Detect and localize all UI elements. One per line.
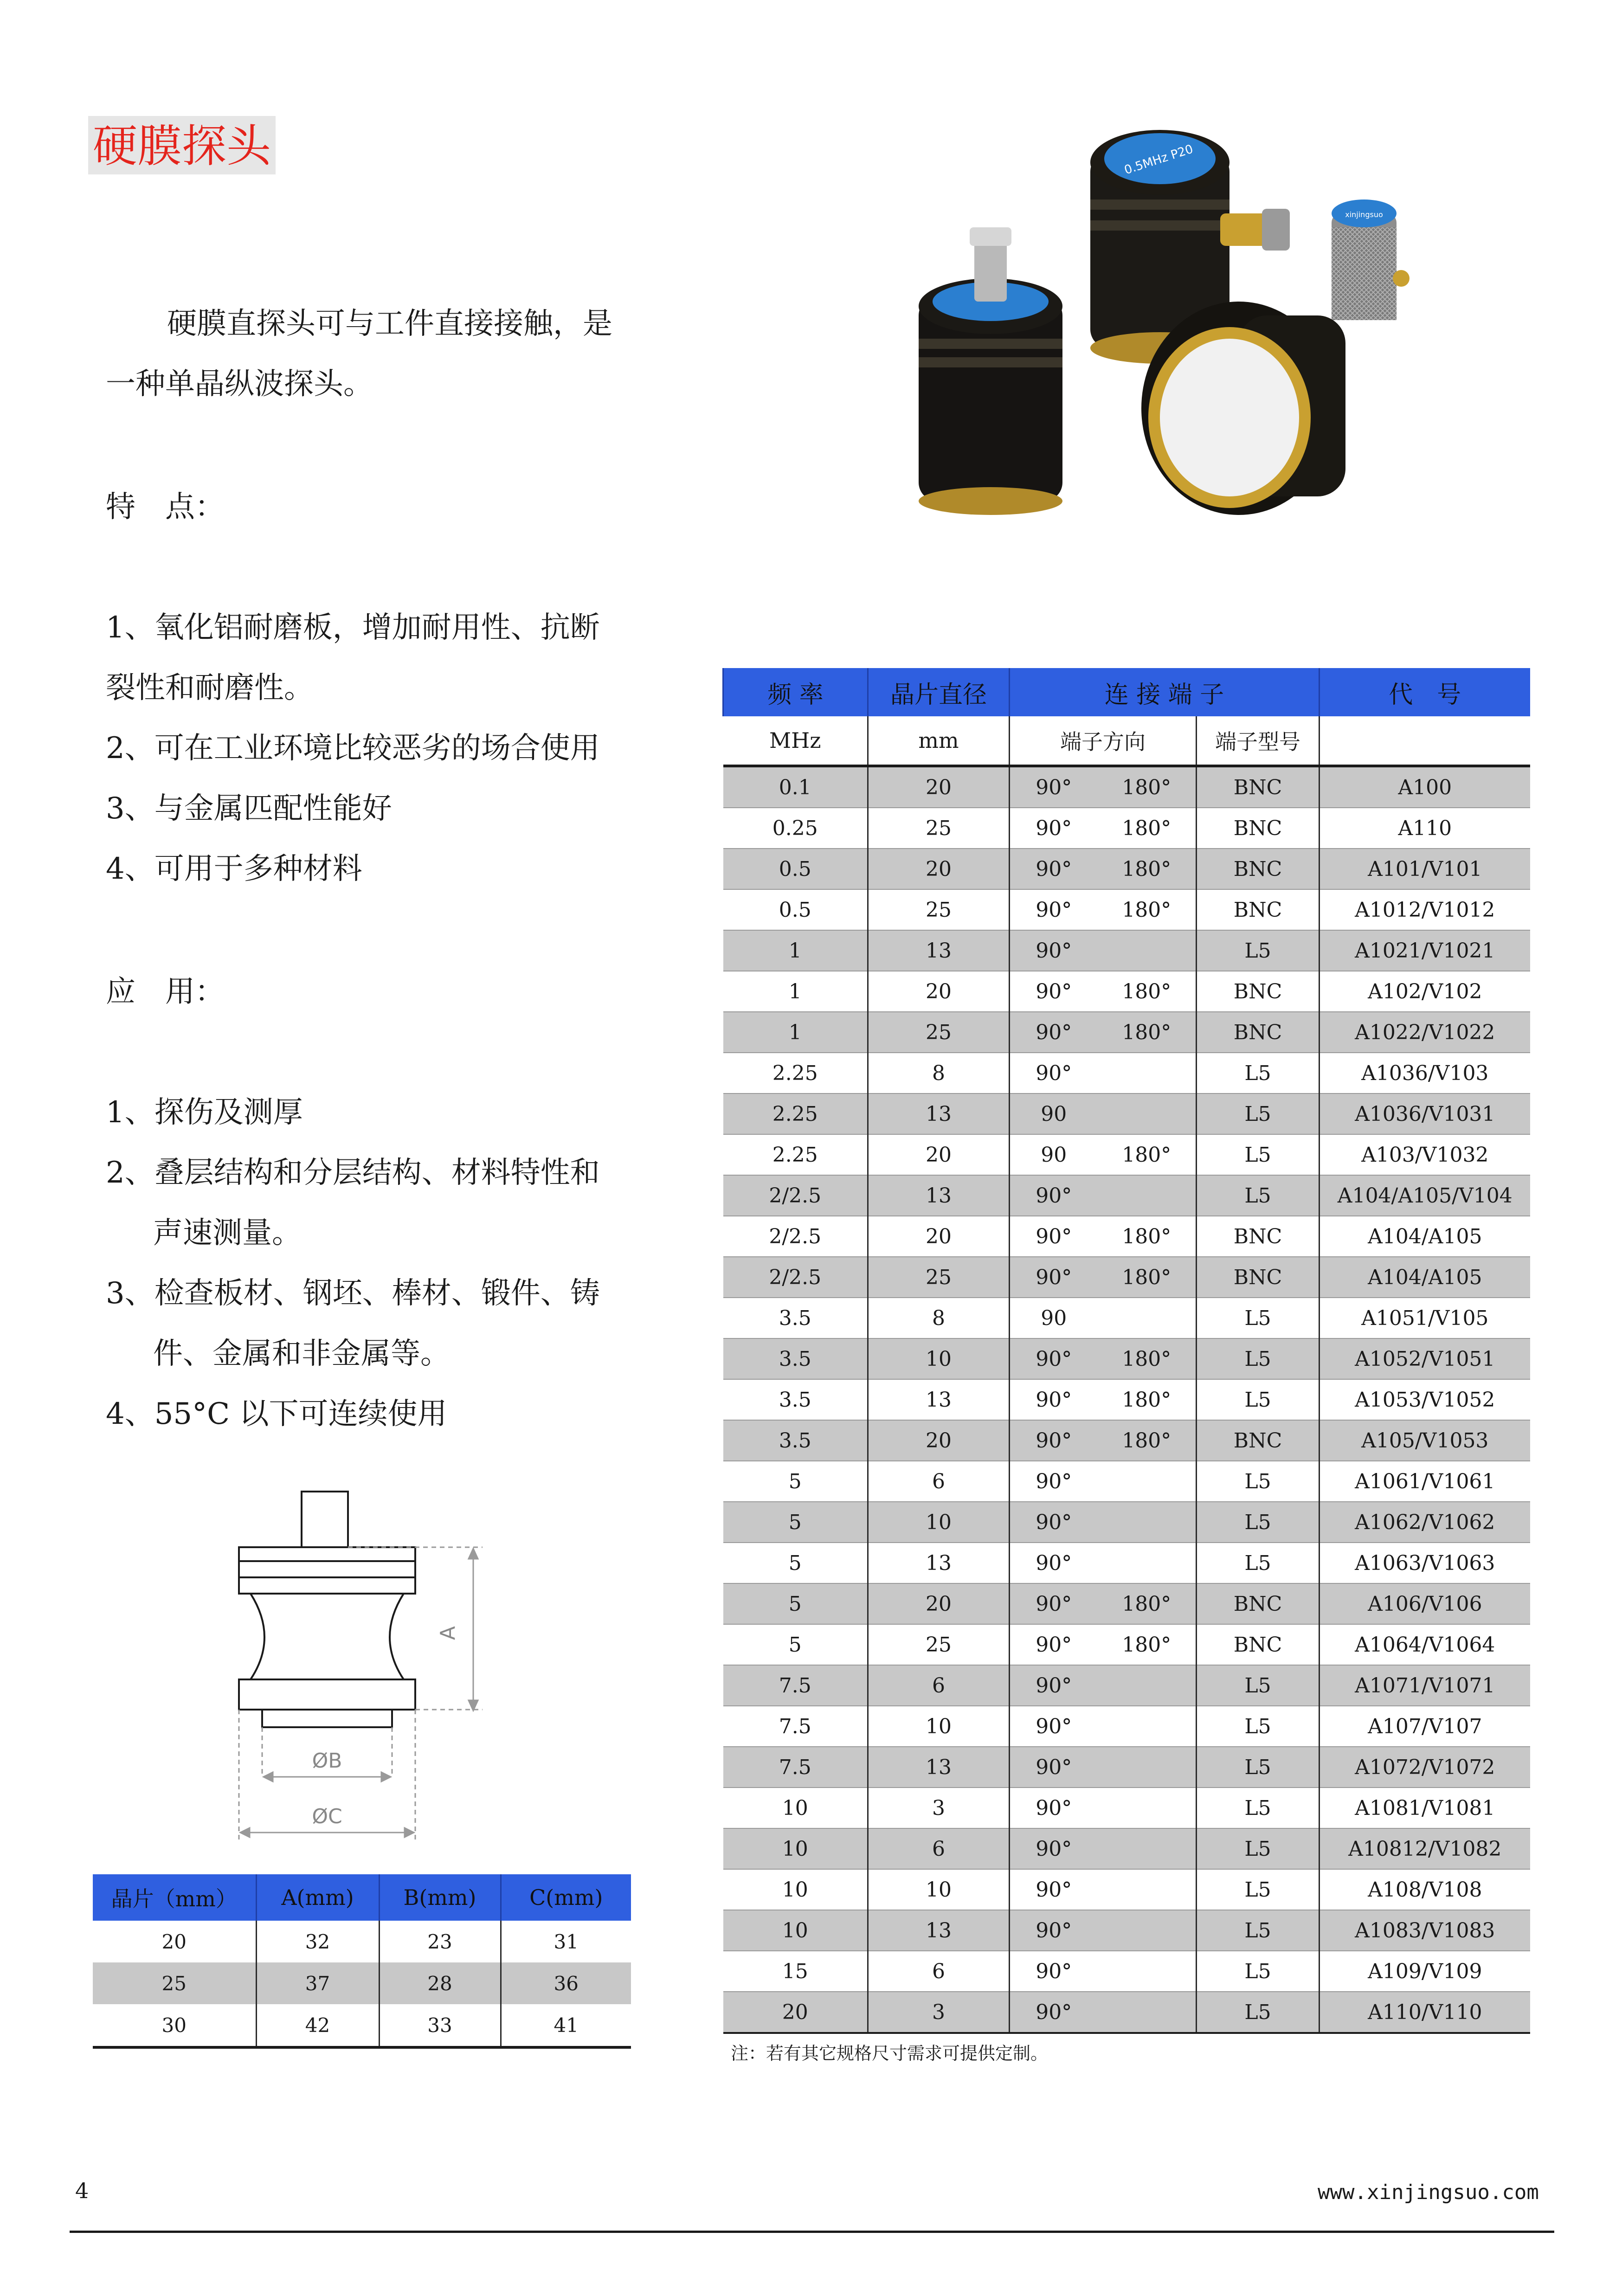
spec-cell-code: A104/A105/V104	[1319, 1175, 1530, 1216]
spec-cell-angle-90: 90	[1010, 1298, 1098, 1338]
page-title: 硬膜探头	[88, 116, 276, 174]
page-number: 4	[75, 2178, 89, 2203]
spec-cell-connector-type: L5	[1197, 1134, 1319, 1175]
spec-row	[723, 930, 1530, 971]
spec-cell-code: A105/V1053	[1319, 1420, 1530, 1461]
spec-table-body	[723, 766, 1530, 2033]
spec-cell-angle-180	[1098, 1828, 1197, 1869]
spec-row	[723, 1665, 1530, 1706]
application-item: 件、金属和非金属等。	[153, 1337, 450, 1371]
spec-row	[723, 1420, 1530, 1461]
spec-row	[723, 1543, 1530, 1583]
spec-cell-freq: 10	[723, 1828, 868, 1869]
spec-row	[723, 1338, 1530, 1379]
spec-row	[723, 1583, 1530, 1624]
spec-cell-connector-type: L5	[1197, 1175, 1319, 1216]
product-photo	[895, 121, 1443, 538]
spec-row	[723, 1951, 1530, 1992]
svg-text:xinjingsuo: xinjingsuo	[1345, 210, 1383, 219]
spec-cell-connector-type: L5	[1197, 1338, 1319, 1379]
feature-item: 裂性和耐磨性。	[106, 671, 314, 705]
spec-cell-connector-type: L5	[1197, 1379, 1319, 1420]
spec-cell-freq: 5	[723, 1624, 868, 1665]
spec-cell-angle-180	[1098, 1298, 1197, 1338]
spec-cell-angle-90: 90°	[1010, 1869, 1098, 1910]
application-item: 4、55°C 以下可连续使用	[106, 1397, 447, 1431]
spec-unit-code	[1319, 716, 1530, 766]
dims-cell: 37	[256, 1962, 379, 2004]
spec-cell-connector-type: L5	[1197, 1706, 1319, 1747]
spec-cell-angle-180	[1098, 1093, 1197, 1134]
spec-cell-angle-90: 90°	[1010, 1461, 1098, 1502]
spec-cell-diameter: 25	[868, 808, 1010, 849]
dims-row	[93, 1921, 631, 1962]
spec-cell-angle-180: 180°	[1098, 1379, 1197, 1420]
dimension-drawing	[223, 1480, 510, 1851]
spec-cell-angle-180	[1098, 1992, 1197, 2033]
spec-cell-angle-180	[1098, 1461, 1197, 1502]
spec-cell-connector-type: BNC	[1197, 1216, 1319, 1257]
spec-row	[723, 1502, 1530, 1543]
spec-cell-angle-180: 180°	[1098, 1012, 1197, 1053]
spec-cell-freq: 0.1	[723, 766, 868, 808]
spec-cell-code: A1063/V1063	[1319, 1543, 1530, 1583]
dims-table	[93, 1874, 631, 2049]
spec-cell-connector-type: L5	[1197, 1093, 1319, 1134]
application-item: 声速测量。	[153, 1216, 302, 1250]
spec-cell-freq: 1	[723, 930, 868, 971]
spec-cell-diameter: 20	[868, 849, 1010, 889]
spec-cell-freq: 10	[723, 1910, 868, 1951]
spec-cell-code: A106/V106	[1319, 1583, 1530, 1624]
spec-cell-angle-90: 90°	[1010, 1175, 1098, 1216]
spec-cell-connector-type: L5	[1197, 1543, 1319, 1583]
spec-cell-angle-90: 90°	[1010, 1828, 1098, 1869]
spec-cell-angle-180	[1098, 1869, 1197, 1910]
spec-cell-connector-type: BNC	[1197, 889, 1319, 930]
spec-units-row	[723, 716, 1530, 766]
spec-cell-freq: 7.5	[723, 1706, 868, 1747]
spec-row	[723, 1298, 1530, 1338]
spec-cell-diameter: 20	[868, 1134, 1010, 1175]
dims-cell: 20	[161, 1930, 187, 1953]
spec-cell-angle-180: 180°	[1098, 1624, 1197, 1665]
spec-cell-angle-90: 90°	[1010, 1420, 1098, 1461]
feature-item: 2、可在工业环境比较恶劣的场合使用	[106, 731, 600, 765]
probe-front-right-icon	[1141, 302, 1345, 515]
spec-cell-freq: 15	[723, 1951, 868, 1992]
spec-cell-angle-90: 90°	[1010, 1665, 1098, 1706]
spec-cell-code: A100	[1319, 766, 1530, 808]
spec-cell-angle-180: 180°	[1098, 1583, 1197, 1624]
dims-table-body	[93, 1921, 631, 2047]
feature-item: 1、氧化铝耐磨板，增加耐用性、抗断	[106, 611, 600, 645]
spec-cell-freq: 3.5	[723, 1338, 868, 1379]
dims-cell: 36	[501, 1962, 631, 2004]
spec-cell-connector-type: L5	[1197, 930, 1319, 971]
spec-table	[722, 668, 1530, 2034]
spec-cell-angle-180	[1098, 1910, 1197, 1951]
dims-header-cell: 晶片（mm）	[93, 1874, 256, 1921]
spec-header-code: 代 号	[1319, 668, 1530, 716]
spec-cell-code: A107/V107	[1319, 1706, 1530, 1747]
spec-row	[723, 1747, 1530, 1788]
dims-cell: 42	[256, 2004, 379, 2047]
spec-cell-angle-180: 180°	[1098, 808, 1197, 849]
spec-note: 注：若有其它规格尺寸需求可提供定制。	[731, 2043, 1049, 2064]
spec-cell-angle-180	[1098, 1747, 1197, 1788]
spec-cell-diameter: 13	[868, 1175, 1010, 1216]
spec-row	[723, 1869, 1530, 1910]
spec-cell-connector-type: L5	[1197, 1869, 1319, 1910]
spec-unit-type: 端子型号	[1197, 716, 1319, 766]
spec-cell-angle-180	[1098, 1053, 1197, 1093]
spec-cell-angle-90: 90°	[1010, 1788, 1098, 1828]
probe-front-left-icon	[919, 227, 1062, 515]
spec-cell-angle-180	[1098, 1175, 1197, 1216]
spec-cell-angle-90: 90°	[1010, 1257, 1098, 1298]
spec-cell-angle-90: 90°	[1010, 808, 1098, 849]
spec-cell-angle-90: 90°	[1010, 971, 1098, 1012]
spec-cell-angle-90: 90°	[1010, 930, 1098, 971]
spec-cell-angle-90: 90°	[1010, 1747, 1098, 1788]
spec-cell-diameter: 20	[868, 1420, 1010, 1461]
spec-cell-diameter: 8	[868, 1053, 1010, 1093]
svg-text:0.5MHz P20: 0.5MHz P20	[1122, 142, 1195, 178]
spec-cell-angle-90: 90°	[1010, 1543, 1098, 1583]
spec-unit-diameter: mm	[868, 716, 1010, 766]
spec-cell-freq: 7.5	[723, 1747, 868, 1788]
spec-cell-angle-90: 90°	[1010, 1502, 1098, 1543]
spec-cell-code: A10812/V1082	[1319, 1828, 1530, 1869]
spec-cell-code: A1061/V1061	[1319, 1461, 1530, 1502]
spec-cell-diameter: 10	[868, 1338, 1010, 1379]
spec-cell-code: A1071/V1071	[1319, 1665, 1530, 1706]
spec-cell-angle-180: 180°	[1098, 1134, 1197, 1175]
spec-cell-diameter: 13	[868, 930, 1010, 971]
footer-website[interactable]: www.xinjingsuo.com	[1318, 2180, 1539, 2204]
spec-cell-connector-type: BNC	[1197, 849, 1319, 889]
spec-cell-connector-type: L5	[1197, 1665, 1319, 1706]
spec-cell-code: A104/A105	[1319, 1257, 1530, 1298]
dim-label-c: ØC	[312, 1805, 342, 1828]
spec-cell-angle-180: 180°	[1098, 889, 1197, 930]
spec-cell-angle-90: 90°	[1010, 1379, 1098, 1420]
spec-cell-angle-90: 90°	[1010, 1992, 1098, 2033]
spec-cell-freq: 1	[723, 971, 868, 1012]
spec-row	[723, 971, 1530, 1012]
spec-cell-code: A103/V1032	[1319, 1134, 1530, 1175]
spec-cell-angle-180: 180°	[1098, 1420, 1197, 1461]
spec-cell-angle-180: 180°	[1098, 1338, 1197, 1379]
dims-cell: 30	[93, 2004, 256, 2047]
spec-row	[723, 1257, 1530, 1298]
spec-cell-code: A1021/V1021	[1319, 930, 1530, 971]
spec-row	[723, 766, 1530, 808]
intro-line-1: 硬膜直探头可与工件直接接触，是	[167, 307, 612, 341]
spec-cell-code: A1036/V1031	[1319, 1093, 1530, 1134]
spec-cell-code: A110	[1319, 808, 1530, 849]
applications-heading: 应 用：	[106, 975, 225, 1009]
dims-cell: 32	[256, 1921, 379, 1962]
spec-cell-angle-90: 90	[1010, 1093, 1098, 1134]
spec-cell-connector-type: L5	[1197, 1502, 1319, 1543]
spec-cell-angle-90: 90°	[1010, 1583, 1098, 1624]
spec-cell-code: A1083/V1083	[1319, 1910, 1530, 1951]
spec-cell-connector-type: L5	[1197, 1053, 1319, 1093]
spec-cell-connector-type: BNC	[1197, 808, 1319, 849]
spec-cell-diameter: 6	[868, 1951, 1010, 1992]
spec-cell-angle-90: 90°	[1010, 1624, 1098, 1665]
spec-cell-diameter: 20	[868, 971, 1010, 1012]
spec-cell-freq: 3.5	[723, 1298, 868, 1338]
spec-cell-freq: 5	[723, 1461, 868, 1502]
spec-cell-angle-180	[1098, 1788, 1197, 1828]
spec-cell-angle-90: 90°	[1010, 766, 1098, 808]
spec-cell-diameter: 25	[868, 1624, 1010, 1665]
spec-cell-angle-180	[1098, 1502, 1197, 1543]
spec-cell-freq: 10	[723, 1869, 868, 1910]
spec-cell-angle-180: 180°	[1098, 971, 1197, 1012]
spec-cell-freq: 2/2.5	[723, 1216, 868, 1257]
spec-cell-diameter: 25	[868, 889, 1010, 930]
spec-cell-angle-90: 90°	[1010, 1216, 1098, 1257]
spec-cell-diameter: 6	[868, 1665, 1010, 1706]
spec-cell-freq: 3.5	[723, 1379, 868, 1420]
spec-cell-diameter: 13	[868, 1379, 1010, 1420]
spec-cell-angle-90: 90°	[1010, 1012, 1098, 1053]
spec-cell-code: A1036/V103	[1319, 1053, 1530, 1093]
spec-cell-connector-type: BNC	[1197, 1420, 1319, 1461]
spec-cell-diameter: 13	[868, 1747, 1010, 1788]
spec-row	[723, 1093, 1530, 1134]
spec-cell-freq: 10	[723, 1788, 868, 1828]
spec-cell-code: A1062/V1062	[1319, 1502, 1530, 1543]
spec-cell-angle-90: 90°	[1010, 1053, 1098, 1093]
spec-unit-direction: 端子方向	[1010, 716, 1197, 766]
application-item: 1、探伤及测厚	[106, 1095, 303, 1130]
spec-cell-connector-type: L5	[1197, 1828, 1319, 1869]
dims-cell: 33	[379, 2004, 501, 2047]
spec-cell-diameter: 20	[868, 1216, 1010, 1257]
spec-cell-diameter: 6	[868, 1461, 1010, 1502]
spec-cell-code: A1022/V1022	[1319, 1012, 1530, 1053]
spec-cell-freq: 3.5	[723, 1420, 868, 1461]
spec-cell-angle-90: 90	[1010, 1134, 1098, 1175]
spec-row	[723, 1175, 1530, 1216]
spec-cell-code: A1072/V1072	[1319, 1747, 1530, 1788]
features-heading: 特 点：	[106, 490, 225, 524]
spec-cell-connector-type: BNC	[1197, 971, 1319, 1012]
spec-cell-freq: 5	[723, 1583, 868, 1624]
spec-cell-connector-type: BNC	[1197, 1624, 1319, 1665]
spec-cell-code: A1064/V1064	[1319, 1624, 1530, 1665]
spec-cell-freq: 2/2.5	[723, 1257, 868, 1298]
spec-cell-angle-180: 180°	[1098, 766, 1197, 808]
spec-cell-angle-180	[1098, 1706, 1197, 1747]
spec-cell-diameter: 20	[868, 766, 1010, 808]
spec-cell-freq: 5	[723, 1543, 868, 1583]
spec-cell-diameter: 8	[868, 1298, 1010, 1338]
dims-header-cell: C(mm)	[501, 1874, 631, 1921]
spec-row	[723, 1828, 1530, 1869]
dims-row	[93, 1962, 631, 2004]
spec-cell-angle-90: 90°	[1010, 889, 1098, 930]
spec-row	[723, 1992, 1530, 2033]
spec-cell-connector-type: L5	[1197, 1747, 1319, 1788]
spec-cell-connector-type: L5	[1197, 1298, 1319, 1338]
spec-cell-code: A1012/V1012	[1319, 889, 1530, 930]
spec-cell-angle-180	[1098, 930, 1197, 971]
dims-cell: 23	[379, 1921, 501, 1962]
spec-cell-code: A1051/V105	[1319, 1298, 1530, 1338]
spec-cell-freq: 5	[723, 1502, 868, 1543]
spec-cell-connector-type: L5	[1197, 1910, 1319, 1951]
feature-item: 4、可用于多种材料	[106, 852, 362, 886]
spec-cell-freq: 2/2.5	[723, 1175, 868, 1216]
dims-cell: 41	[501, 2004, 631, 2047]
spec-cell-angle-90: 90°	[1010, 1338, 1098, 1379]
spec-cell-freq: 20	[723, 1992, 868, 2033]
feature-item: 3、与金属匹配性能好	[106, 791, 392, 826]
spec-cell-angle-180: 180°	[1098, 1216, 1197, 1257]
spec-cell-diameter: 13	[868, 1910, 1010, 1951]
spec-cell-diameter: 10	[868, 1502, 1010, 1543]
spec-cell-code: A104/A105	[1319, 1216, 1530, 1257]
spec-cell-angle-180	[1098, 1543, 1197, 1583]
intro-line-2: 一种单晶纵波探头。	[106, 367, 373, 401]
spec-cell-diameter: 25	[868, 1257, 1010, 1298]
spec-row	[723, 1012, 1530, 1053]
dims-cell: 31	[501, 1921, 631, 1962]
spec-cell-freq: 0.25	[723, 808, 868, 849]
spec-cell-code: A102/V102	[1319, 971, 1530, 1012]
spec-cell-code: A109/V109	[1319, 1951, 1530, 1992]
spec-cell-freq: 1	[723, 1012, 868, 1053]
spec-cell-angle-90: 90°	[1010, 849, 1098, 889]
spec-row	[723, 849, 1530, 889]
spec-cell-diameter: 13	[868, 1093, 1010, 1134]
probe-small-icon	[1332, 199, 1410, 320]
dim-label-a: A	[436, 1626, 460, 1640]
spec-row	[723, 1788, 1530, 1828]
spec-header-diameter: 晶片直径	[868, 668, 1010, 716]
spec-cell-freq: 2.25	[723, 1093, 868, 1134]
spec-cell-connector-type: L5	[1197, 1461, 1319, 1502]
dim-label-b: ØB	[312, 1749, 342, 1773]
spec-cell-code: A1052/V1051	[1319, 1338, 1530, 1379]
spec-cell-freq: 2.25	[723, 1134, 868, 1175]
spec-cell-connector-type: BNC	[1197, 1583, 1319, 1624]
spec-cell-code: A1081/V1081	[1319, 1788, 1530, 1828]
application-item: 3、检查板材、钢坯、棒材、锻件、铸	[106, 1276, 600, 1311]
spec-cell-diameter: 3	[868, 1992, 1010, 2033]
spec-row	[723, 1053, 1530, 1093]
spec-header-connector: 连 接 端 子	[1010, 668, 1319, 716]
spec-cell-diameter: 25	[868, 1012, 1010, 1053]
dims-header-row	[93, 1874, 631, 1921]
spec-row	[723, 1216, 1530, 1257]
spec-cell-angle-180: 180°	[1098, 849, 1197, 889]
spec-row	[723, 889, 1530, 930]
spec-row	[723, 1134, 1530, 1175]
spec-cell-angle-90: 90°	[1010, 1951, 1098, 1992]
spec-header-freq: 频 率	[723, 668, 868, 716]
dims-header-cell: B(mm)	[379, 1874, 501, 1921]
spec-row	[723, 1910, 1530, 1951]
spec-cell-freq: 7.5	[723, 1665, 868, 1706]
spec-cell-freq: 2.25	[723, 1053, 868, 1093]
spec-cell-connector-type: BNC	[1197, 766, 1319, 808]
dims-header-cell: A(mm)	[256, 1874, 379, 1921]
spec-cell-diameter: 10	[868, 1869, 1010, 1910]
spec-cell-code: A108/V108	[1319, 1869, 1530, 1910]
spec-cell-code: A1053/V1052	[1319, 1379, 1530, 1420]
spec-cell-freq: 0.5	[723, 889, 868, 930]
spec-cell-connector-type: L5	[1197, 1992, 1319, 2033]
spec-cell-angle-180: 180°	[1098, 1257, 1197, 1298]
spec-row	[723, 1706, 1530, 1747]
spec-row	[723, 1461, 1530, 1502]
spec-unit-freq: MHz	[723, 716, 868, 766]
spec-cell-connector-type: BNC	[1197, 1012, 1319, 1053]
spec-cell-diameter: 20	[868, 1583, 1010, 1624]
spec-cell-connector-type: BNC	[1197, 1257, 1319, 1298]
spec-cell-angle-180	[1098, 1665, 1197, 1706]
spec-cell-diameter: 13	[868, 1543, 1010, 1583]
spec-cell-freq: 0.5	[723, 849, 868, 889]
spec-row	[723, 1624, 1530, 1665]
application-item: 2、叠层结构和分层结构、材料特性和	[106, 1156, 600, 1190]
dims-cell: 28	[379, 1962, 501, 2004]
spec-cell-diameter: 10	[868, 1706, 1010, 1747]
spec-cell-code: A101/V101	[1319, 849, 1530, 889]
spec-cell-connector-type: L5	[1197, 1788, 1319, 1828]
spec-cell-diameter: 6	[868, 1828, 1010, 1869]
spec-cell-diameter: 3	[868, 1788, 1010, 1828]
spec-row	[723, 1379, 1530, 1420]
spec-cell-connector-type: L5	[1197, 1951, 1319, 1992]
spec-cell-angle-180	[1098, 1951, 1197, 1992]
dims-cell: 25	[93, 1962, 256, 2004]
footer-divider	[70, 2231, 1554, 2233]
spec-cell-angle-90: 90°	[1010, 1706, 1098, 1747]
spec-header-row	[723, 668, 1530, 716]
spec-row	[723, 808, 1530, 849]
spec-cell-code: A110/V110	[1319, 1992, 1530, 2033]
dims-row	[93, 2004, 631, 2047]
spec-cell-angle-90: 90°	[1010, 1910, 1098, 1951]
